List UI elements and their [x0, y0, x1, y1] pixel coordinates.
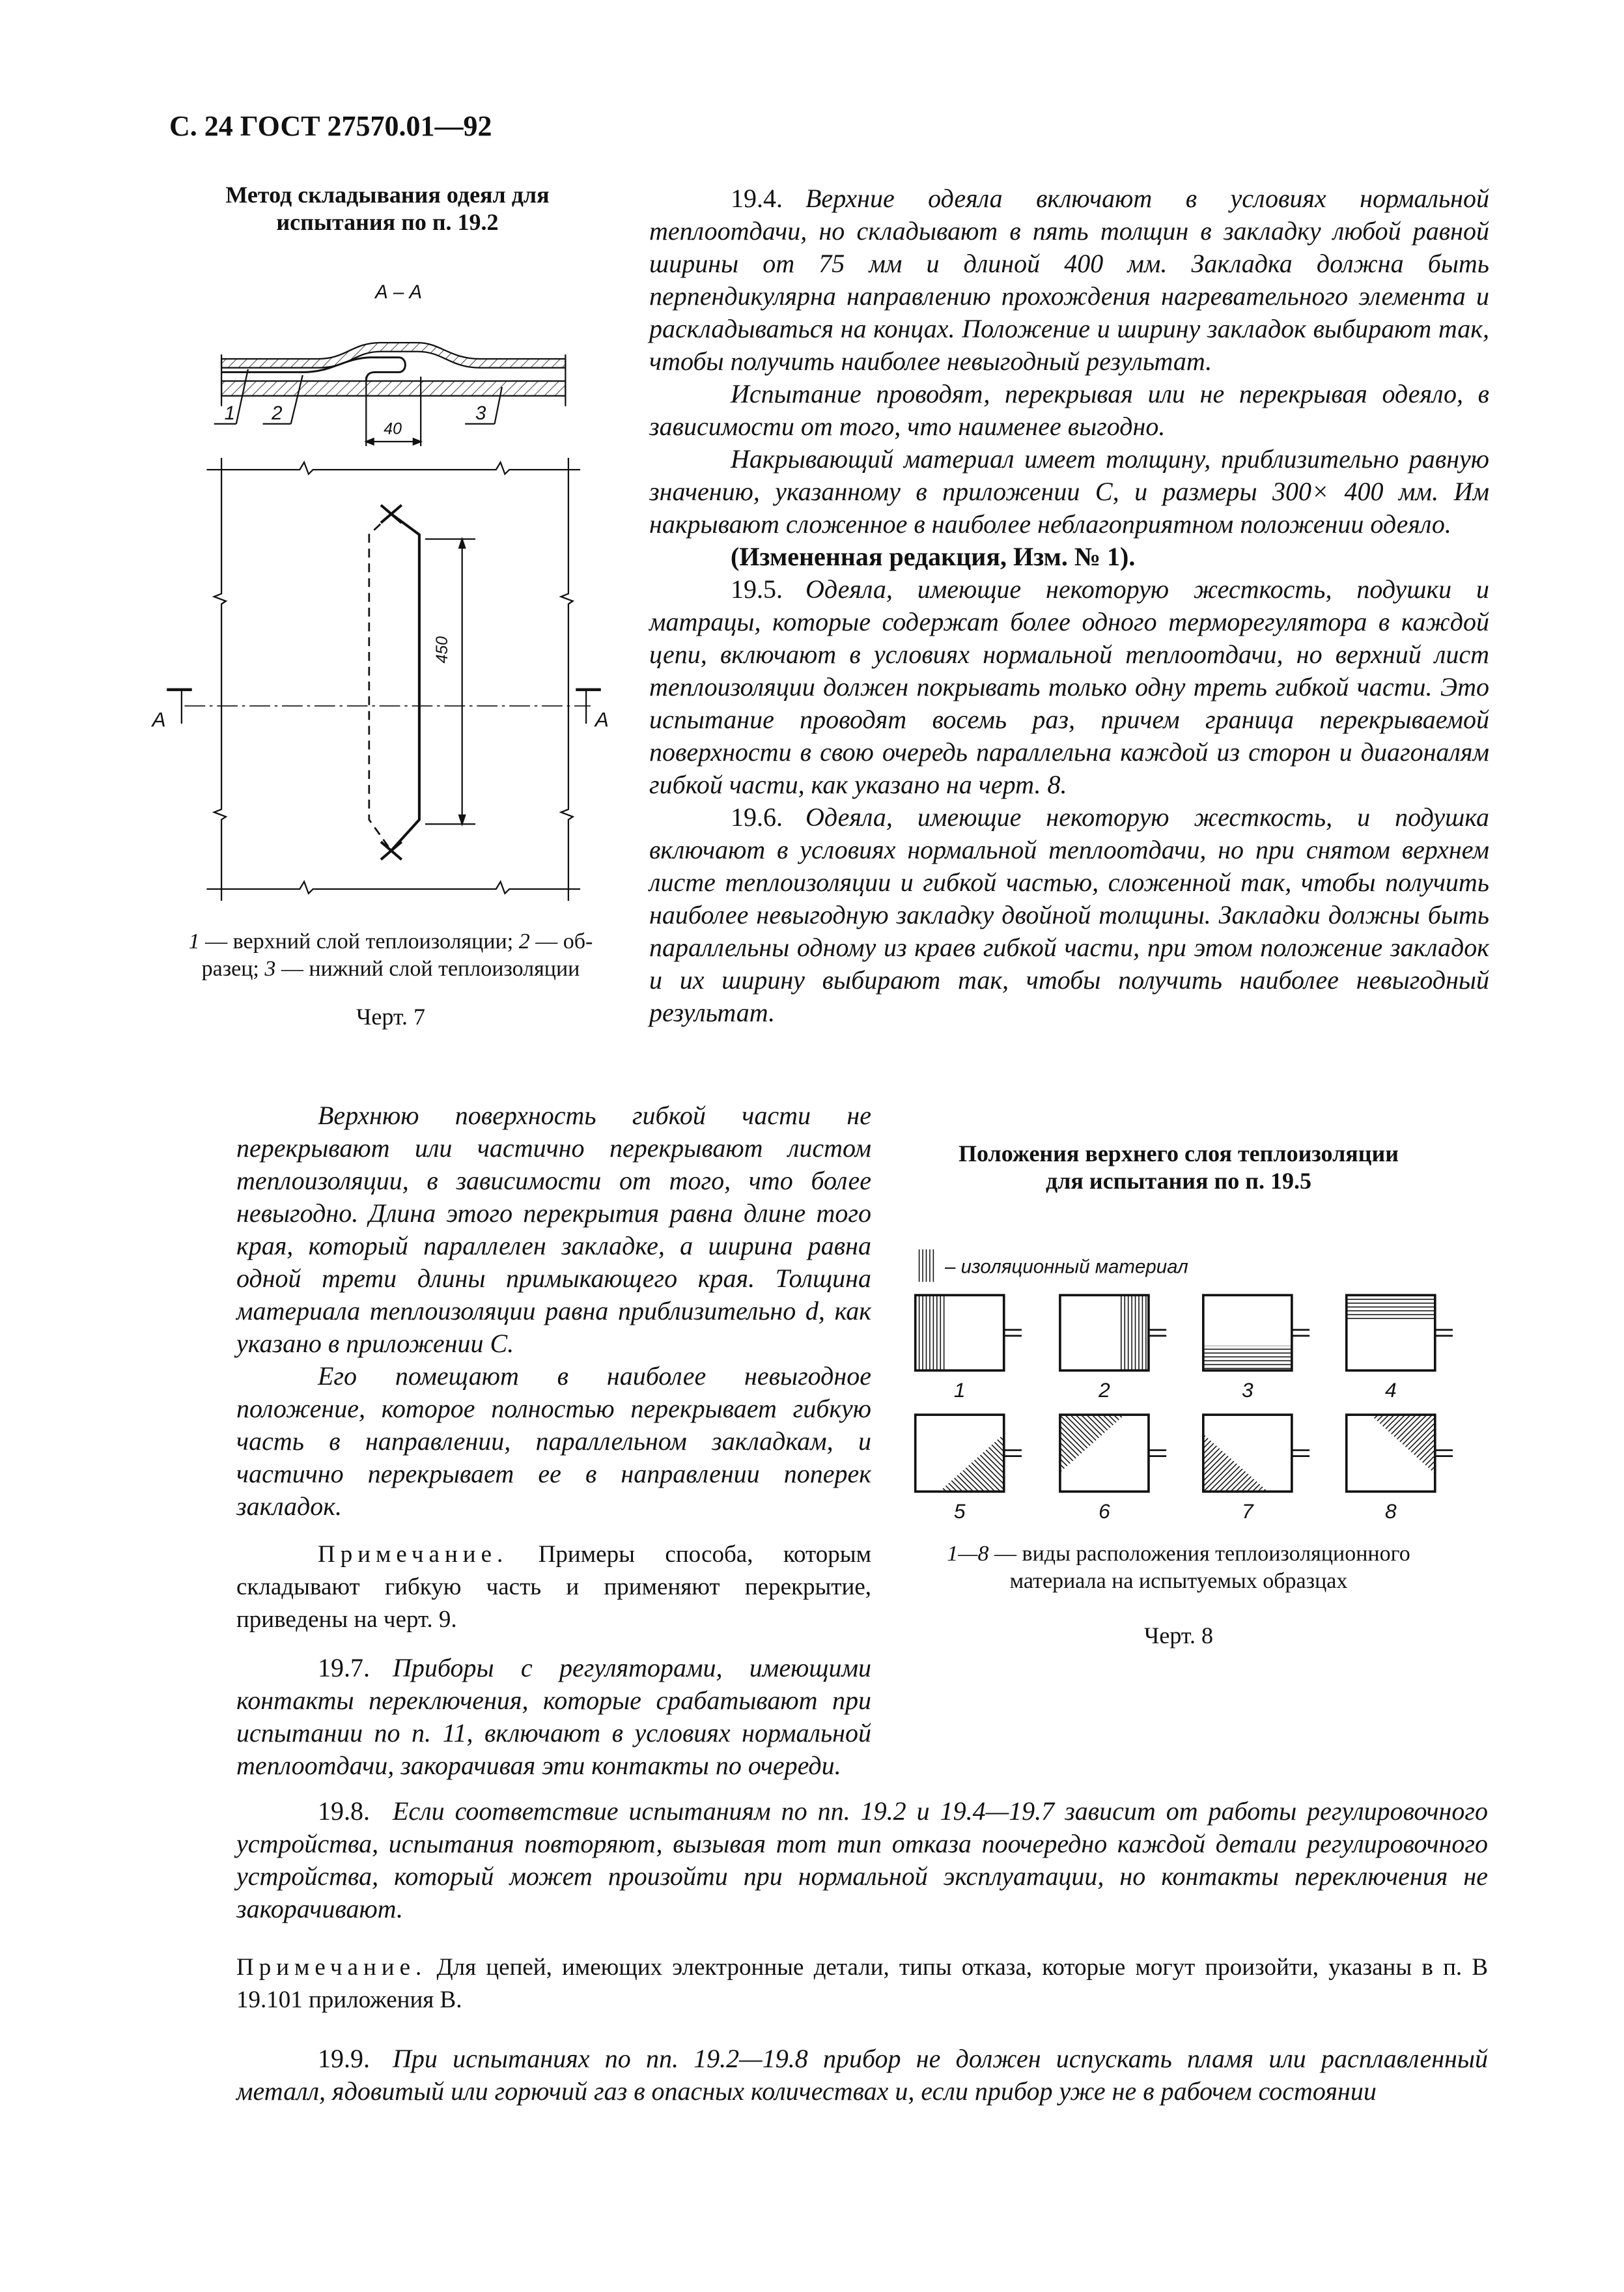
clause-number: 19.5. — [731, 574, 783, 604]
insulation-hatch — [1370, 1415, 1435, 1474]
clause-text: При испытаниях по пп. 19.2—19.8 прибор не должен испускать пламя или расплавленный металл, ядовитый или горючий газ в опасных количествах и, если прибор уже не в рабочем состоянии — [236, 2044, 1488, 2106]
insulation-hatch — [1119, 1295, 1149, 1370]
figure-7-title-line: испытания по п. 19.2 — [276, 209, 499, 235]
caption-text: — верхний слой теплоизоляции; — [199, 929, 519, 954]
paragraph-test: Испытание проводят, перекрывая или не перекрывая одеяло, в зависимости от того, что наименее выгодно. — [649, 379, 1489, 441]
insulation-hatch — [1203, 1434, 1268, 1492]
section-label: А – А — [375, 281, 423, 304]
figure-8-number: Черт. 8 — [1144, 1622, 1213, 1648]
figure-7-title-line: Метод складывания одеял для — [225, 182, 550, 208]
insulation-hatch — [1060, 1415, 1125, 1472]
plan-outline — [206, 458, 580, 901]
box-label: 1 — [953, 1378, 966, 1402]
box-label: 8 — [1384, 1499, 1397, 1523]
box-label: 7 — [1242, 1499, 1253, 1523]
section-mark-right: А — [595, 707, 609, 731]
caption-text: — об-разец; — [201, 929, 593, 981]
paragraph-cover: Накрывающий материал имеет толщину, приблизительно равную значению, указанному в приложении С, и размеры 300× 400 мм. Им накрывают сложенное в наиболее неблагоприятном положении одеяло. — [649, 444, 1489, 539]
clause-number: 19.9. — [318, 2044, 370, 2073]
paragraph-place: Его помещают в наиболее невыгодное положение, которое полностью перекрывает гибкую часть в направлении, параллельном закладкам, и частично перекрывает ее в направлении поперек закладок. — [236, 1361, 871, 1521]
cord-connector — [1004, 1450, 1022, 1456]
caption-num: 2 — [518, 929, 530, 954]
insulation-hatch — [916, 1295, 945, 1370]
figure-8-drawing — [916, 1249, 1453, 1523]
clause-text: Если соответствие испытаниям по пп. 19.2 и 19.4—19.7 зависит от работы регулировочного устройства, испытания повторяют, вызывая тот тип отказа поочередно каждой детали регулировочного устройства, который может произойти при нормальной эксплуатации, но контакты переключения не закорачивают. — [236, 1796, 1488, 1923]
insulation-hatch — [1347, 1295, 1435, 1320]
box-label: 5 — [953, 1499, 966, 1523]
upper-insulation-layer — [221, 343, 565, 368]
figure-8-title-line: для испытания по п. 19.5 — [1045, 1168, 1312, 1194]
cord-connector — [1435, 1450, 1453, 1456]
dimension-450: 450 — [432, 636, 451, 664]
note-text: Для цепей, имеющих электронные детали, типы отказа, которые могут произойти, указаны в п. В 19.101 приложения В. — [236, 1954, 1488, 2013]
box-label: 4 — [1384, 1378, 1397, 1402]
clause-number: 19.7. — [318, 1653, 370, 1682]
page-header: С. 24 ГОСТ 27570.01—92 — [169, 110, 492, 142]
clause-text: Верхние одеяла включают в условиях нормальной теплоотдачи, но складывают в пять толщин в закладку любой равной ширины от 75 мм и длиной 400 мм. Закладка должна быть перпендикулярна направлению прохождения нагревательного элемента и раскладываться на концах. Положение и ширину закладок выбирают так, чтобы получить наиболее невыгодный результат. — [649, 184, 1489, 376]
clause-text: Одеяла, имеющие некоторую жесткость, и подушка включают в условиях нормальной теплоотдачи, но при снятом верхнем листе теплоизоляции и гибкой частью, сложенной так, чтобы получить наиболее невыгодную закладку двойной толщины. Закладки должны быть параллельны одному из краев гибкой части, при этом положение закладок и их ширину выбирают так, чтобы получить наиболее невыгодный результат. — [649, 802, 1489, 1027]
box-label: 2 — [1099, 1378, 1110, 1402]
note-label: Примечание. — [318, 1541, 509, 1568]
label-1: 1 — [224, 403, 236, 425]
cord-connector — [1292, 1330, 1309, 1336]
cord-connector — [1149, 1450, 1166, 1456]
section-mark-left: А — [152, 707, 166, 731]
cord-connector — [1435, 1330, 1453, 1336]
note-label: Примечание. — [236, 1954, 427, 1981]
paragraph-surface: Верхнюю поверхность гибкой части не перекрывают или частично перекрывают листом теплоизоляции, в зависимости от того, что более невыгодно. Длина этого перекрытия равна длине того края, который параллелен закладке, а ширина равна одной трети длины примыкающего края. Толщина материала теплоизоляции равна приблизительно d, как указано в приложении С. — [236, 1101, 871, 1358]
caption-num: 3 — [264, 957, 276, 981]
label-3: 3 — [475, 403, 486, 425]
caption-num: 1—8 — [947, 1542, 989, 1566]
dimension-40: 40 — [384, 419, 402, 438]
amendment-note: (Измененная редакция, Изм. № 1). — [731, 542, 1136, 571]
lower-insulation-layer — [221, 381, 565, 396]
caption-text: — виды расположения теплоизоляционного материала на испытуемых образцах — [988, 1542, 1410, 1593]
clause-text: Приборы с регуляторами, имеющими контакты переключения, которые срабатывают при испытании по п. 11, включают в условиях нормальной теплоотдачи, закорачивая эти контакты по очереди. — [236, 1653, 871, 1780]
figure-7-number: Черт. 7 — [356, 1004, 425, 1030]
fold-outline-solid — [391, 514, 419, 851]
legend-text: – изоляционный материал — [945, 1256, 1188, 1278]
fold-outline-dashed — [369, 514, 391, 851]
cord-connector — [1292, 1450, 1309, 1456]
box-label: 3 — [1242, 1378, 1253, 1402]
clause-number: 19.6. — [731, 802, 783, 832]
clause-text: Одеяла, имеющие некоторую жесткость, подушки и матрацы, которые содержат более одного терморегулятора в каждой цепи, включают в условиях нормальной теплоотдачи, но верхний лист теплоизоляции должен покрывать только одну треть гибкой части. Это испытание проводят восемь раз, причем граница перекрываемой поверхности в свою очередь параллельна каждой из сторон и диагоналям гибкой части, как указано на черт. 8. — [649, 574, 1489, 799]
insulation-hatch — [1203, 1346, 1292, 1370]
legend-swatch — [918, 1249, 936, 1282]
caption-text: — нижний слой теплоизоляции — [275, 957, 580, 981]
label-2: 2 — [272, 403, 283, 425]
caption-num: 1 — [188, 929, 200, 954]
cord-connector — [1149, 1330, 1166, 1336]
figure-8-title-line: Положения верхнего слоя теплоизоляции — [958, 1140, 1399, 1167]
box-label: 6 — [1099, 1499, 1110, 1523]
note-text: Примеры способа, которым складывают гибкую часть и применяют перекрытие, приведены на черт. 9. — [236, 1541, 871, 1633]
insulation-hatch — [939, 1434, 1003, 1492]
cord-connector — [1004, 1330, 1022, 1336]
clause-number: 19.8. — [318, 1796, 370, 1826]
figure-7-drawing — [151, 281, 609, 901]
clause-number: 19.4. — [731, 184, 783, 213]
